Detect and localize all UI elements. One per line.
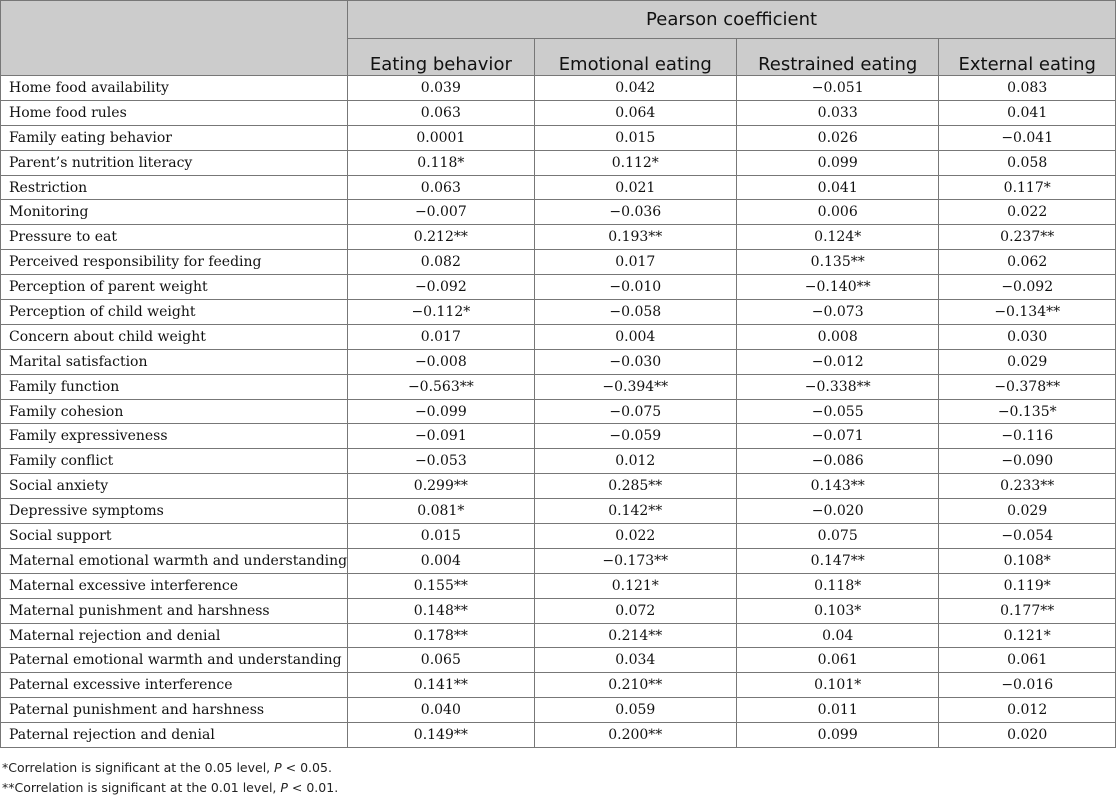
- table-row: [1, 548, 1116, 573]
- coefficient-cell: 0.029: [939, 499, 1116, 524]
- table-row: [1, 324, 1116, 349]
- coefficient-cell: 0.141**: [348, 673, 534, 698]
- coefficient-cell: 0.117*: [939, 175, 1116, 200]
- coefficient-cell: 0.099: [736, 150, 938, 175]
- coefficient-cell: 0.135**: [736, 250, 938, 275]
- table-body: [1, 76, 1116, 748]
- coefficient-cell: 0.041: [736, 175, 938, 200]
- table-row: [1, 250, 1116, 275]
- coefficient-cell: −0.073: [736, 300, 938, 325]
- coefficient-cell: 0.008: [736, 324, 938, 349]
- coefficient-cell: 0.237**: [939, 225, 1116, 250]
- coefficient-cell: −0.054: [939, 524, 1116, 549]
- table-row: [1, 399, 1116, 424]
- coefficient-cell: −0.055: [736, 399, 938, 424]
- footnote-2-p: P: [280, 780, 288, 795]
- footnote-1-p: P: [274, 760, 282, 775]
- coefficient-cell: 0.017: [534, 250, 736, 275]
- table-row: [1, 424, 1116, 449]
- coefficient-cell: 0.143**: [736, 474, 938, 499]
- coefficient-cell: 0.015: [348, 524, 534, 549]
- footnote-single-star: [2, 758, 338, 778]
- coefficient-cell: −0.010: [534, 275, 736, 300]
- coefficient-cell: 0.099: [736, 723, 938, 748]
- footnote-2-threshold: < 0.01.: [287, 780, 339, 795]
- footnote-1-text: *Correlation is significant at the 0.05 level,: [2, 760, 275, 775]
- table-row: [1, 225, 1116, 250]
- table-footnotes: [2, 758, 338, 798]
- coefficient-cell: −0.099: [348, 399, 534, 424]
- coefficient-cell: 0.04: [736, 623, 938, 648]
- coefficient-cell: 0.0001: [348, 125, 534, 150]
- coefficient-cell: 0.285**: [534, 474, 736, 499]
- coefficient-cell: 0.118*: [736, 573, 938, 598]
- coefficient-cell: −0.173**: [534, 548, 736, 573]
- row-label: Family conflict: [1, 449, 348, 474]
- coefficient-cell: −0.394**: [534, 374, 736, 399]
- coefficient-cell: 0.029: [939, 349, 1116, 374]
- coefficient-cell: 0.062: [939, 250, 1116, 275]
- coefficient-cell: 0.041: [939, 100, 1116, 125]
- coefficient-cell: 0.022: [534, 524, 736, 549]
- row-label: Maternal excessive interference: [1, 573, 348, 598]
- table-row: [1, 349, 1116, 374]
- row-label: Home food rules: [1, 100, 348, 125]
- coefficient-cell: 0.004: [348, 548, 534, 573]
- row-label: Parent’s nutrition literacy: [1, 150, 348, 175]
- coefficient-cell: 0.058: [939, 150, 1116, 175]
- coefficient-cell: −0.090: [939, 449, 1116, 474]
- coefficient-cell: 0.061: [939, 648, 1116, 673]
- coefficient-cell: 0.149**: [348, 723, 534, 748]
- coefficient-cell: 0.075: [736, 524, 938, 549]
- coefficient-cell: −0.092: [939, 275, 1116, 300]
- coefficient-cell: −0.036: [534, 200, 736, 225]
- table-row: [1, 623, 1116, 648]
- coefficient-cell: 0.193**: [534, 225, 736, 250]
- coefficient-cell: −0.116: [939, 424, 1116, 449]
- coefficient-cell: 0.020: [939, 723, 1116, 748]
- row-label: Concern about child weight: [1, 324, 348, 349]
- row-label: Family expressiveness: [1, 424, 348, 449]
- coefficient-cell: −0.030: [534, 349, 736, 374]
- coefficient-cell: −0.020: [736, 499, 938, 524]
- coefficient-cell: 0.033: [736, 100, 938, 125]
- row-label: Social support: [1, 524, 348, 549]
- coefficient-cell: 0.015: [534, 125, 736, 150]
- coefficient-cell: 0.142**: [534, 499, 736, 524]
- coefficient-cell: 0.233**: [939, 474, 1116, 499]
- coefficient-cell: −0.008: [348, 349, 534, 374]
- table-row: [1, 723, 1116, 748]
- coefficient-cell: 0.017: [348, 324, 534, 349]
- coefficient-cell: 0.021: [534, 175, 736, 200]
- coefficient-cell: 0.210**: [534, 673, 736, 698]
- coefficient-cell: 0.200**: [534, 723, 736, 748]
- coefficient-cell: 0.040: [348, 698, 534, 723]
- table-row: [1, 524, 1116, 549]
- coefficient-cell: 0.121*: [939, 623, 1116, 648]
- coefficient-cell: −0.053: [348, 449, 534, 474]
- coefficient-cell: 0.119*: [939, 573, 1116, 598]
- coefficient-cell: 0.083: [939, 76, 1116, 101]
- coefficient-cell: 0.112*: [534, 150, 736, 175]
- coefficient-cell: 0.012: [939, 698, 1116, 723]
- coefficient-cell: 0.177**: [939, 598, 1116, 623]
- column-header-external-eating: External eating: [939, 39, 1116, 76]
- row-label: Social anxiety: [1, 474, 348, 499]
- row-label: Home food availability: [1, 76, 348, 101]
- coefficient-cell: 0.012: [534, 449, 736, 474]
- coefficient-cell: 0.059: [534, 698, 736, 723]
- coefficient-cell: 0.011: [736, 698, 938, 723]
- coefficient-cell: 0.155**: [348, 573, 534, 598]
- coefficient-cell: −0.135*: [939, 399, 1116, 424]
- coefficient-cell: 0.212**: [348, 225, 534, 250]
- header-corner-cell: [1, 1, 348, 76]
- coefficient-cell: 0.061: [736, 648, 938, 673]
- coefficient-cell: −0.007: [348, 200, 534, 225]
- row-label: Monitoring: [1, 200, 348, 225]
- coefficient-cell: 0.030: [939, 324, 1116, 349]
- coefficient-cell: 0.299**: [348, 474, 534, 499]
- row-label: Paternal excessive interference: [1, 673, 348, 698]
- coefficient-cell: −0.059: [534, 424, 736, 449]
- row-label: Perception of child weight: [1, 300, 348, 325]
- coefficient-cell: 0.064: [534, 100, 736, 125]
- coefficient-cell: 0.082: [348, 250, 534, 275]
- column-header-emotional-eating: Emotional eating: [534, 39, 736, 76]
- coefficient-cell: 0.042: [534, 76, 736, 101]
- row-label: Marital satisfaction: [1, 349, 348, 374]
- coefficient-cell: 0.034: [534, 648, 736, 673]
- row-label: Maternal punishment and harshness: [1, 598, 348, 623]
- row-label: Paternal punishment and harshness: [1, 698, 348, 723]
- column-header-restrained-eating: Restrained eating: [736, 39, 938, 76]
- row-label: Restriction: [1, 175, 348, 200]
- table-row: [1, 449, 1116, 474]
- row-label: Family function: [1, 374, 348, 399]
- table-row: [1, 300, 1116, 325]
- coefficient-cell: −0.016: [939, 673, 1116, 698]
- coefficient-cell: 0.148**: [348, 598, 534, 623]
- coefficient-cell: −0.012: [736, 349, 938, 374]
- table-row: [1, 374, 1116, 399]
- coefficient-cell: 0.065: [348, 648, 534, 673]
- row-label: Family eating behavior: [1, 125, 348, 150]
- coefficient-cell: −0.075: [534, 399, 736, 424]
- table-row: [1, 125, 1116, 150]
- coefficient-cell: 0.118*: [348, 150, 534, 175]
- row-label: Maternal emotional warmth and understanding: [1, 548, 348, 573]
- column-header-eating-behavior: Eating behavior: [348, 39, 534, 76]
- table-row: [1, 275, 1116, 300]
- coefficient-cell: 0.124*: [736, 225, 938, 250]
- coefficient-cell: 0.063: [348, 175, 534, 200]
- coefficient-cell: −0.041: [939, 125, 1116, 150]
- table-row: [1, 598, 1116, 623]
- coefficient-cell: 0.108*: [939, 548, 1116, 573]
- coefficient-cell: −0.091: [348, 424, 534, 449]
- coefficient-cell: 0.147**: [736, 548, 938, 573]
- coefficient-cell: 0.006: [736, 200, 938, 225]
- coefficient-cell: 0.121*: [534, 573, 736, 598]
- footnote-2-text: **Correlation is significant at the 0.01 level,: [2, 780, 281, 795]
- coefficient-cell: −0.378**: [939, 374, 1116, 399]
- row-label: Depressive symptoms: [1, 499, 348, 524]
- coefficient-cell: −0.112*: [348, 300, 534, 325]
- table-row: [1, 573, 1116, 598]
- pearson-coefficient-header: Pearson coefficient: [348, 1, 1116, 39]
- table-row: [1, 200, 1116, 225]
- table-row: [1, 698, 1116, 723]
- coefficient-cell: 0.022: [939, 200, 1116, 225]
- coefficient-cell: 0.101*: [736, 673, 938, 698]
- coefficient-cell: 0.063: [348, 100, 534, 125]
- coefficient-cell: 0.004: [534, 324, 736, 349]
- group-header-row: [1, 1, 1116, 39]
- footnote-1-threshold: < 0.05.: [281, 760, 332, 775]
- row-label: Maternal rejection and denial: [1, 623, 348, 648]
- table-row: [1, 648, 1116, 673]
- table-row: [1, 499, 1116, 524]
- table-row: [1, 100, 1116, 125]
- coefficient-cell: 0.026: [736, 125, 938, 150]
- row-label: Family cohesion: [1, 399, 348, 424]
- coefficient-cell: −0.092: [348, 275, 534, 300]
- coefficient-cell: −0.071: [736, 424, 938, 449]
- coefficient-cell: −0.051: [736, 76, 938, 101]
- row-label: Perception of parent weight: [1, 275, 348, 300]
- table-row: [1, 175, 1116, 200]
- coefficient-cell: 0.214**: [534, 623, 736, 648]
- table-row: [1, 150, 1116, 175]
- coefficient-cell: −0.086: [736, 449, 938, 474]
- row-label: Perceived responsibility for feeding: [1, 250, 348, 275]
- coefficient-cell: 0.103*: [736, 598, 938, 623]
- coefficient-cell: 0.072: [534, 598, 736, 623]
- coefficient-cell: 0.039: [348, 76, 534, 101]
- row-label: Paternal emotional warmth and understanding: [1, 648, 348, 673]
- table-row: [1, 76, 1116, 101]
- footnote-double-star: [2, 778, 338, 798]
- row-label: Pressure to eat: [1, 225, 348, 250]
- coefficient-cell: −0.134**: [939, 300, 1116, 325]
- coefficient-cell: −0.140**: [736, 275, 938, 300]
- row-label: Paternal rejection and denial: [1, 723, 348, 748]
- coefficient-cell: 0.178**: [348, 623, 534, 648]
- coefficient-cell: −0.058: [534, 300, 736, 325]
- coefficient-cell: 0.081*: [348, 499, 534, 524]
- table-row: [1, 474, 1116, 499]
- table-row: [1, 673, 1116, 698]
- coefficient-cell: −0.563**: [348, 374, 534, 399]
- coefficient-cell: −0.338**: [736, 374, 938, 399]
